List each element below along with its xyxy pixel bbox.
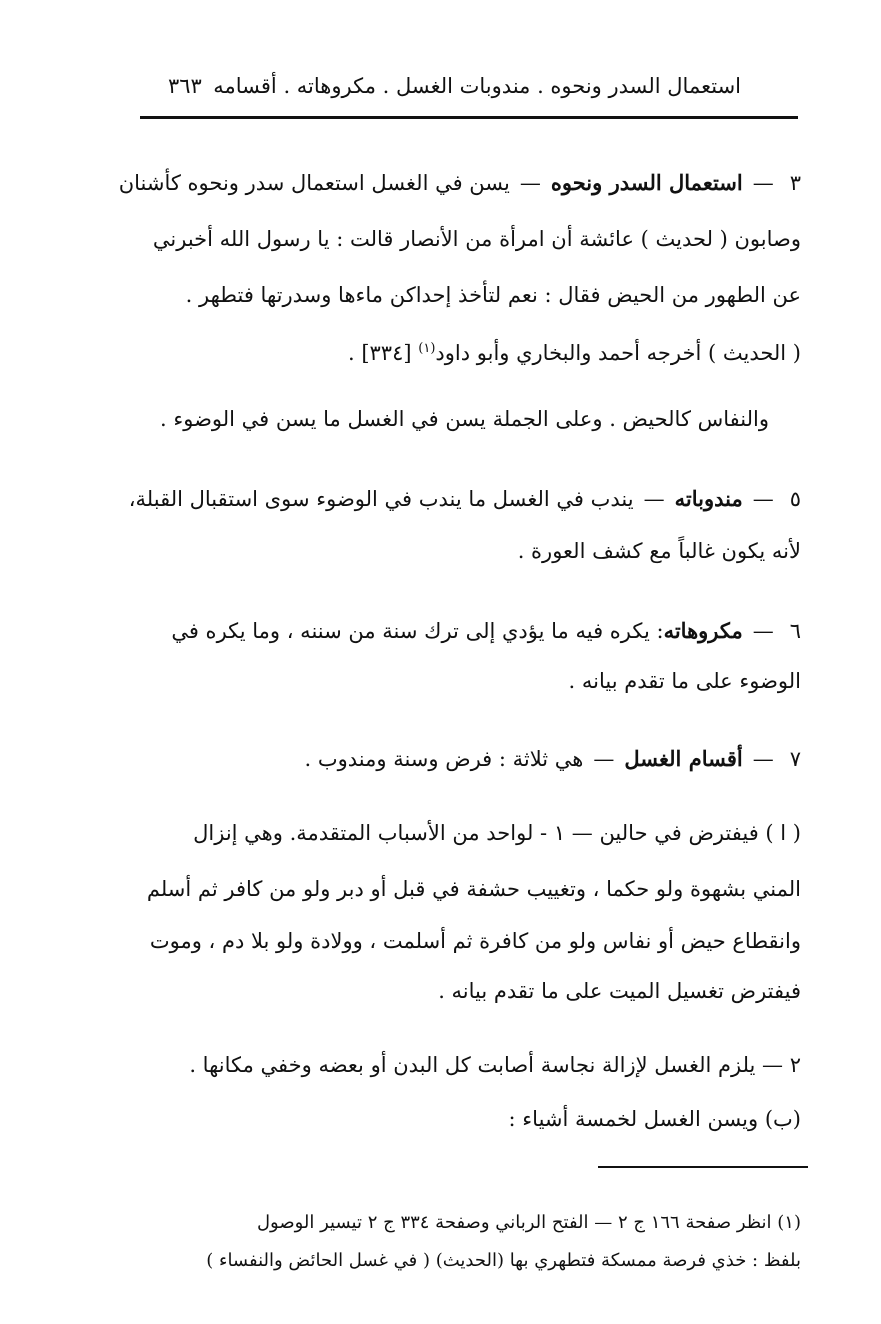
nifas-paragraph: والنفاس كالحيض . وعلى الجملة يسن في الغسل ما يسن في الوضوء . <box>160 407 769 431</box>
section-3-line-3: عن الطهور من الحيض فقال : نعم لتأخذ إحداكن ماءها وسدرتها فتطهر . <box>185 283 801 307</box>
running-header <box>140 66 741 106</box>
section-5-heading: مندوباته <box>674 486 743 511</box>
section-3-text-1: يسن في الغسل استعمال سدر ونحوه كأشنان <box>118 171 510 195</box>
para-a-line-4: فيفترض تغسيل الميت على ما تقدم بيانه . <box>438 979 801 1003</box>
section-3-number: ٣ <box>789 171 801 195</box>
footnote-line-2: بلفظ : خذي فرصة ممسكة فتطهري بها (الحديث) ( في غسل الحائض والنفساء ) <box>206 1250 801 1271</box>
header-divider <box>140 116 798 119</box>
section-6-text-1: : يكره فيه ما يؤدي إلى ترك سنة من سننه ، وما يكره في <box>171 619 664 643</box>
para-a-line-2: المني بشهوة ولو حكما ، وتغييب حشفة في قبل أو دبر ولو من كافر ثم أسلم <box>146 877 801 901</box>
section-6-heading: مكروهاته <box>663 618 743 643</box>
para-2: ٢ — يلزم الغسل لإزالة نجاسة أصابت كل البدن أو بعضه وخفي مكانها . <box>189 1053 801 1077</box>
section-3-line-1: ٣—استعمال السدر ونحوه—يسن في الغسل استعمال سدر ونحوه كأشنان <box>118 170 801 195</box>
section-7-heading: أقسام الغسل <box>624 746 743 771</box>
hadith-number: [٣٣٤] . <box>347 341 412 365</box>
footnote-reference: (١) <box>418 341 436 356</box>
footnote-line-1: (١) انظر صفحة ١٦٦ ج ٢ — الفتح الرباني وصفحة ٣٣٤ ج ٢ تيسير الوصول <box>256 1212 801 1233</box>
section-3-line-2: وصابون ( لحديث ) عائشة أن امرأة من الأنصار قالت : يا رسول الله أخبرني <box>152 227 801 251</box>
section-6-line-1: ٦—مكروهاته: يكره فيه ما يؤدي إلى ترك سنة من سننه ، وما يكره في <box>171 618 801 643</box>
para-a-line-1: ( ا ) فيفترض في حالين — ١ - لواحد من الأسباب المتقدمة. وهي إنزال <box>193 821 801 845</box>
section-5-number: ٥ <box>789 487 801 511</box>
para-b: (ب) ويسن الغسل لخمسة أشياء : <box>508 1107 801 1131</box>
section-3-text-4a: ( الحديث ) أخرجه أحمد والبخاري وأبو داود <box>435 341 801 365</box>
section-5-text-1: يندب في الغسل ما يندب في الوضوء سوى استقبال القبلة، <box>128 487 634 511</box>
section-7-text-1: هي ثلاثة : فرض وسنة ومندوب . <box>304 747 584 771</box>
para-a-line-3: وانقطاع حيض أو نفاس ولو من كافرة ثم أسلمت ، وولادة ولو بلا دم ، وموت <box>149 929 801 953</box>
page-number: ٣٦٣ <box>168 74 202 98</box>
section-6-number: ٦ <box>789 619 801 643</box>
section-6-line-2: الوضوء على ما تقدم بيانه . <box>568 669 801 693</box>
section-7-number: ٧ <box>789 747 801 771</box>
section-3-line-4 <box>130 332 801 370</box>
section-5-line-1: ٥—مندوباته—يندب في الغسل ما يندب في الوضوء سوى استقبال القبلة، <box>128 486 801 511</box>
section-3-heading: استعمال السدر ونحوه <box>550 170 743 195</box>
footnote-divider <box>598 1166 808 1168</box>
section-5-line-2: لأنه يكون غالباً مع كشف العورة . <box>517 539 801 563</box>
running-header-title: استعمال السدر ونحوه . مندوبات الغسل . مكروهاته . أقسامه <box>213 74 741 98</box>
section-7-line-1: ٧—أقسام الغسل—هي ثلاثة : فرض وسنة ومندوب . <box>304 746 801 771</box>
